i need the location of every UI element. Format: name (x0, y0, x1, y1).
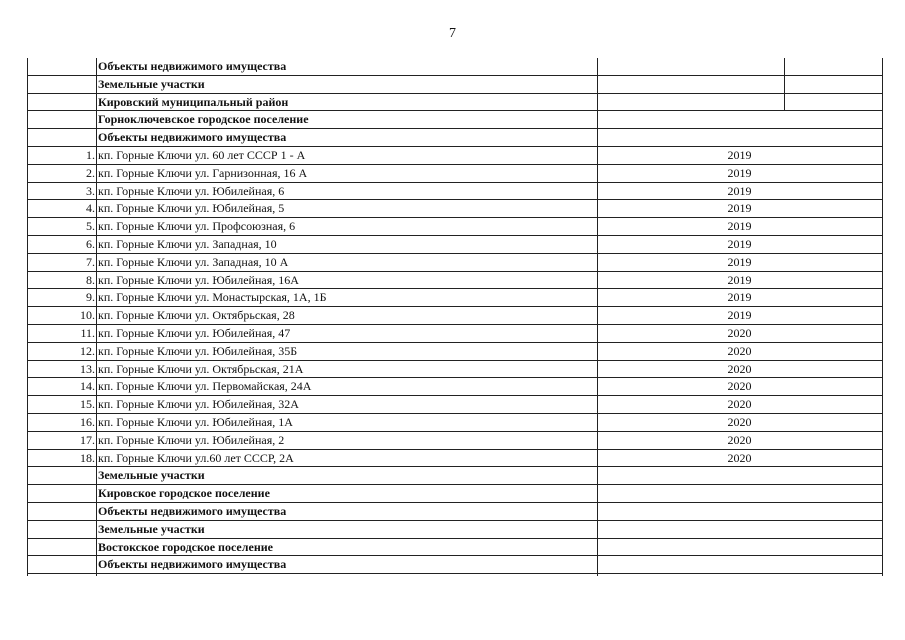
row-year (597, 503, 882, 520)
table-row (27, 76, 882, 94)
row-year: 2020 (727, 397, 752, 412)
row-number: 6. (86, 236, 95, 251)
row-number: 16. (80, 414, 95, 429)
table-row (27, 325, 882, 343)
row-year: 2019 (727, 183, 752, 198)
row-year (597, 58, 882, 75)
row-year: 2019 (727, 236, 752, 251)
row-number: 12. (80, 343, 95, 358)
row-year: 2019 (727, 147, 752, 162)
table-row (27, 343, 882, 361)
row-number (27, 485, 95, 502)
row-number: 4. (86, 201, 95, 216)
row-number: 18. (80, 450, 95, 465)
row-number: 17. (80, 432, 95, 447)
row-name: кп. Горные Ключи ул. Юбилейная, 32А (98, 397, 299, 412)
table-row (27, 218, 882, 236)
row-name: кп. Горные Ключи ул. Западная, 10 А (98, 254, 289, 269)
table-row (27, 94, 882, 112)
table-row (27, 414, 882, 432)
row-number (27, 539, 95, 556)
row-number: 15. (80, 397, 95, 412)
row-number: 8. (86, 272, 95, 287)
table-row (27, 539, 882, 557)
row-name: кп. Горные Ключи ул. Монастырская, 1А, 1Б (98, 290, 327, 305)
row-year: 2020 (727, 361, 752, 376)
row-name: кп. Горные Ключи ул. Юбилейная, 47 (98, 325, 291, 340)
row-number (27, 521, 95, 538)
row-year (597, 521, 882, 538)
row-year: 2019 (727, 290, 752, 305)
row-year (597, 94, 882, 111)
row-number (27, 503, 95, 520)
table-row (27, 289, 882, 307)
table-row (27, 200, 882, 218)
table-right-border (882, 58, 883, 576)
row-number: 2. (86, 165, 95, 180)
row-name: кп. Горные Ключи ул. Юбилейная, 2 (98, 432, 285, 447)
table-row (27, 129, 882, 147)
row-year (597, 129, 882, 146)
row-name: кп. Горные Ключи ул. Первомайская, 24А (98, 379, 312, 394)
row-number: 13. (80, 361, 95, 376)
row-number (27, 111, 95, 128)
row-year: 2019 (727, 308, 752, 323)
row-year: 2019 (727, 165, 752, 180)
row-name: Кировское городское поселение (98, 486, 270, 501)
row-number: 7. (86, 254, 95, 269)
row-name: Объекты недвижимого имущества (98, 59, 287, 73)
row-name: кп. Горные Ключи ул. Профсоюзная, 6 (98, 219, 296, 234)
row-name: Востокское городское поселение (98, 539, 273, 554)
row-year: 2019 (727, 219, 752, 234)
table-row (27, 58, 882, 76)
table-row (27, 307, 882, 325)
row-year: 2020 (727, 432, 752, 447)
table-row (27, 165, 882, 183)
table-row (27, 450, 882, 468)
table-row (27, 361, 882, 379)
row-year (597, 556, 882, 573)
row-number: 14. (80, 379, 95, 394)
row-name: Земельные участки (98, 76, 205, 91)
table-row (27, 503, 882, 521)
table-row (27, 556, 882, 574)
row-number (27, 467, 95, 484)
row-name: кп. Горные Ключи ул. Западная, 10 (98, 236, 277, 251)
row-number: 11. (80, 325, 95, 340)
row-number (27, 76, 95, 93)
table-row (27, 236, 882, 254)
table-row (27, 521, 882, 539)
property-table (27, 58, 882, 574)
row-name: кп. Горные Ключи ул. Октябрьская, 28 (98, 308, 295, 323)
table-row (27, 183, 882, 201)
row-name: Земельные участки (98, 468, 205, 483)
row-number: 10. (80, 308, 95, 323)
row-name: кп. Горные Ключи ул. Гарнизонная, 16 А (98, 165, 308, 180)
table-row (27, 485, 882, 503)
row-year: 2020 (727, 325, 752, 340)
row-name: кп. Горные Ключи ул. Октябрьская, 21А (98, 361, 304, 376)
row-number (27, 129, 95, 146)
page-number: 7 (449, 26, 456, 41)
row-name: кп. Горные Ключи ул. 60 лет СССР 1 - А (98, 147, 306, 162)
row-year: 2019 (727, 201, 752, 216)
table-row (27, 396, 882, 414)
row-year: 2019 (727, 254, 752, 269)
row-number: 9. (86, 290, 95, 305)
row-year: 2020 (727, 343, 752, 358)
table-row (27, 111, 882, 129)
table-row (27, 272, 882, 290)
row-year: 2020 (727, 414, 752, 429)
row-year (597, 76, 882, 93)
row-number (27, 58, 95, 75)
row-name: Объекты недвижимого имущества (98, 130, 287, 145)
row-name: кп. Горные Ключи ул.60 лет СССР, 2А (98, 450, 294, 465)
row-year (597, 539, 882, 556)
row-number: 3. (86, 183, 95, 198)
row-name: кп. Горные Ключи ул. Юбилейная, 35Б (98, 343, 298, 358)
row-number (27, 94, 95, 111)
table-row (27, 147, 882, 165)
row-year: 2020 (727, 450, 752, 465)
row-year (597, 111, 882, 128)
table-row (27, 432, 882, 450)
row-year: 2020 (727, 379, 752, 394)
row-name: Объекты недвижимого имущества (98, 503, 287, 518)
row-number: 1. (86, 147, 95, 162)
row-name: кп. Горные Ключи ул. Юбилейная, 1А (98, 414, 293, 429)
row-name: кп. Горные Ключи ул. Юбилейная, 6 (98, 183, 285, 198)
table-row (27, 254, 882, 272)
row-name: Объекты недвижимого имущества (98, 557, 287, 572)
row-year (597, 467, 882, 484)
table-row (27, 467, 882, 485)
row-name: Земельные участки (98, 521, 205, 536)
row-name: Горноключевское городское поселение (98, 112, 309, 127)
row-year: 2019 (727, 272, 752, 287)
row-name: кп. Горные Ключи ул. Юбилейная, 16А (98, 272, 299, 287)
row-number: 5. (86, 219, 95, 234)
row-year (597, 485, 882, 502)
row-name: кп. Горные Ключи ул. Юбилейная, 5 (98, 201, 285, 216)
table-row (27, 378, 882, 396)
row-name: Кировский муниципальный район (98, 94, 289, 109)
row-number (27, 556, 95, 573)
